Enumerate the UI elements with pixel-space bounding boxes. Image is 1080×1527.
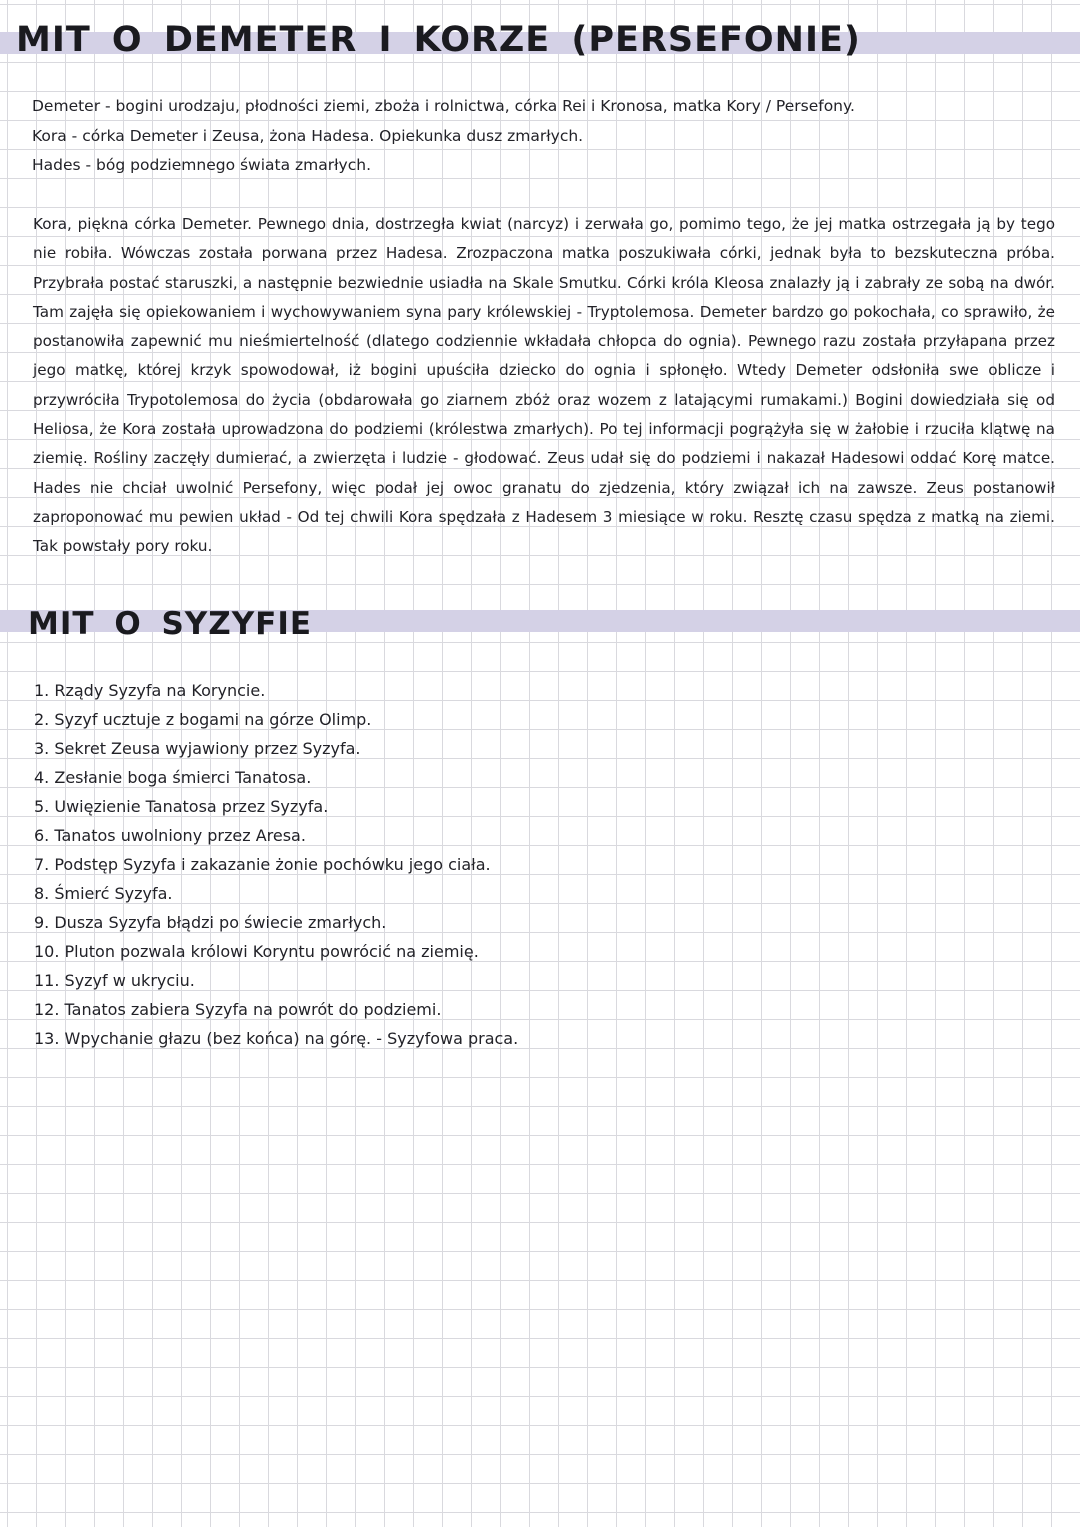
plot-outline-list (34, 676, 518, 1053)
section-title-syzyf: MIT O SYZYFIE (28, 606, 313, 642)
list-item: 4. Zesłanie boga śmierci Tanatosa. (34, 768, 312, 787)
list-item: 12. Tanatos zabiera Syzyfa na powrót do podziemi. (34, 1000, 442, 1019)
list-item: 7. Podstęp Syzyfa i zakazanie żonie pochówku jego ciała. (34, 855, 491, 874)
myth-story-paragraph: Kora, piękna córka Demeter. Pewnego dnia, dostrzegła kwiat (narcyz) i zerwała go, pomimo tego, że jej matka ostrzegała ją by tego nie robiła. Wówczas została porwana przez Hadesa. Zrozpaczona matka poszukiwała córki, jednak była to bezskuteczna próba. Przybrała postać staruszki, a następnie bezwiednie usiadła na Skale Smutku. Córki króla Kleosa znalazły ją i zabrały ze sobą na dwór. Tam zajęła się opiekowaniem i wychowywaniem syna pary królewskiej - Tryptolemosa. Demeter bardzo go pokochała, co sprawiło, że postanowiła zapewnić mu nieśmiertelność (dlatego codziennie wkładała chłopca do ognia). Pewnego razu została przyłapana przez jego matkę, której krzyk spowodował, iż bogini upuściła dziecko do ognia i spłonęło. Wtedy Demeter odsłoniła swe oblicze i przywróciła Trypotolemosa do życia (obdarowała go ziarnem zbóż oraz wozem z latającymi rumakami.) Bogini dowiedziała się od Heliosa, że Kora została uprowadzona do podziemi (królestwa zmarłych). Po tej informacji pogrążyła się w żałobie i rzuciła klątwę na ziemię. Rośliny zaczęły dumierać, a zwierzęta i ludzie - głodować. Zeus udał się do podziemi i nakazał Hadesowi oddać Korę matce. Hades nie chciał uwolnić Persefony, więc podał jej owoc granatu do zjedzenia, który związał ich na zawsze. Zeus postanowił zaproponować mu pewien układ - Od tej chwili Kora spędzała z Hadesem 3 miesiące w roku. Resztę czasu spędza z matką na ziemi. Tak powstały pory roku. (33, 215, 1055, 556)
character-kora: Kora - córka Demeter i Zeusa, żona Hadesa. Opiekunka dusz zmarłych. (32, 127, 584, 145)
list-item: 11. Syzyf w ukryciu. (34, 971, 195, 990)
character-hades: Hades - bóg podziemnego świata zmarłych. (32, 156, 372, 174)
section-title-demeter: MIT O DEMETER I KORZE (PERSEFONIE) (16, 20, 861, 60)
list-item: 5. Uwięzienie Tanatosa przez Syzyfa. (34, 797, 329, 816)
list-item: 8. Śmierć Syzyfa. (34, 884, 173, 903)
list-item: 9. Dusza Syzyfa błądzi po świecie zmarłych. (34, 913, 387, 932)
character-demeter: Demeter - bogini urodzaju, płodności ziemi, zboża i rolnictwa, córka Rei i Kronosa, matka Kory / Persefony. (32, 97, 855, 115)
list-item: 13. Wpychanie głazu (bez końca) na górę. - Syzyfowa praca. (34, 1029, 519, 1048)
list-item: 3. Sekret Zeusa wyjawiony przez Syzyfa. (34, 739, 361, 758)
list-item: 2. Syzyf ucztuje z bogami na górze Olimp. (34, 710, 372, 729)
list-item: 10. Pluton pozwala królowi Koryntu powrócić na ziemię. (34, 942, 479, 961)
list-item: 6. Tanatos uwolniony przez Aresa. (34, 826, 306, 845)
list-item: 1. Rządy Syzyfa na Koryncie. (34, 681, 266, 700)
